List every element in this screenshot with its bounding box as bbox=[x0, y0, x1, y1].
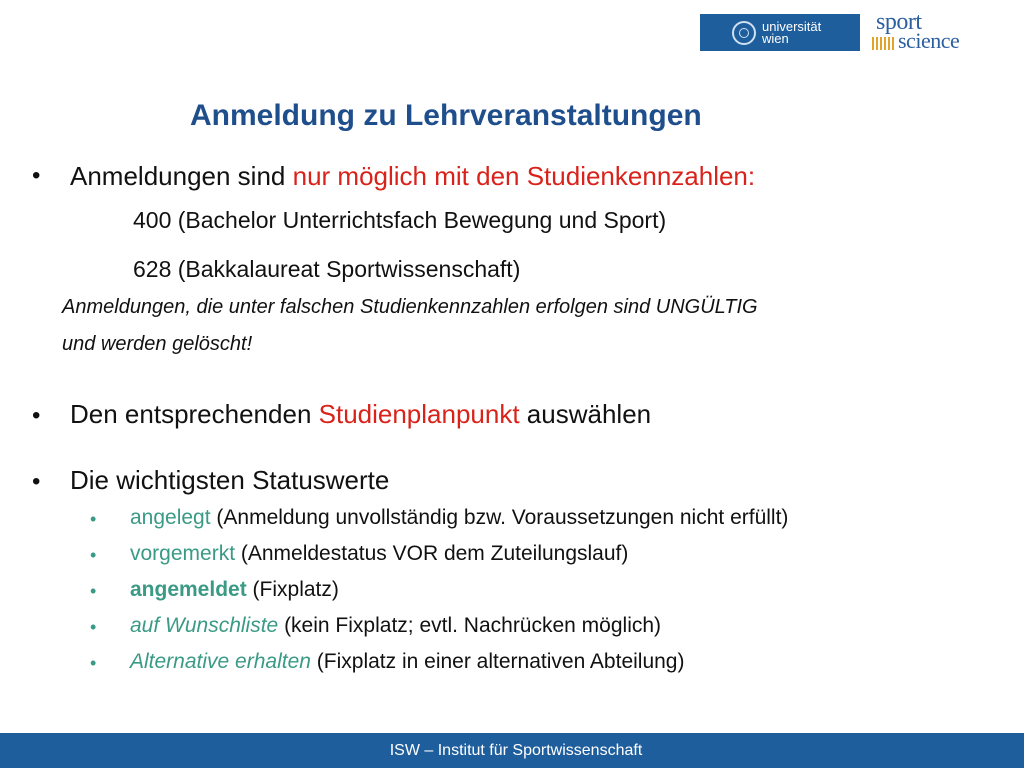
status-description: (Anmeldestatus VOR dem Zuteilungslauf) bbox=[235, 542, 629, 565]
status-description: (Anmeldung unvollständig bzw. Voraussetzungen nicht erfüllt) bbox=[210, 506, 789, 529]
university-logo bbox=[700, 14, 860, 51]
bullet-study-plan-suffix: auswählen bbox=[519, 399, 652, 429]
status-description: (Fixplatz in einer alternativen Abteilung) bbox=[310, 650, 685, 673]
sub-bullet-icon: • bbox=[90, 653, 97, 673]
footer-text: ISW – Institut für Sportwissenschaft bbox=[389, 741, 643, 759]
status-description: (kein Fixplatz; evtl. Nachrücken möglich) bbox=[278, 614, 662, 637]
sub-bullet-icon: • bbox=[90, 509, 97, 529]
study-code-400: 400 (Bachelor Unterrichtsfach Bewegung und Sport) bbox=[133, 207, 667, 233]
bullet-icon: • bbox=[32, 402, 41, 429]
status-term: angelegt bbox=[130, 506, 211, 529]
bullet-icon: • bbox=[32, 162, 41, 189]
bullet-study-plan-prefix: Den entsprechenden bbox=[70, 399, 319, 429]
bullet-icon: • bbox=[32, 468, 41, 495]
orange-bars-icon bbox=[872, 37, 896, 50]
university-logo-line2: wien bbox=[762, 30, 789, 46]
status-item bbox=[130, 542, 628, 566]
status-item bbox=[130, 650, 684, 674]
status-description: (Fixplatz) bbox=[246, 578, 339, 601]
university-logo-line1: universität bbox=[762, 18, 822, 34]
status-term: auf Wunschliste bbox=[130, 614, 279, 637]
bullet-study-plan-highlight: Studienplanpunkt bbox=[318, 399, 520, 429]
sub-bullet-icon: • bbox=[90, 545, 97, 565]
warning-line-2: und werden gelöscht! bbox=[62, 333, 253, 355]
study-code-628: 628 (Bakkalaureat Sportwissenschaft) bbox=[133, 256, 521, 282]
sub-bullet-icon: • bbox=[90, 581, 97, 601]
sport-science-logo bbox=[872, 10, 982, 54]
status-item bbox=[130, 506, 788, 530]
footer-bar bbox=[0, 733, 1024, 768]
university-logo-text bbox=[762, 18, 822, 46]
science-logo-word: science bbox=[898, 28, 960, 53]
bullet-registration-highlight: nur möglich mit den Studienkennzahlen: bbox=[292, 161, 756, 191]
status-term: angemeldet bbox=[130, 578, 247, 601]
status-term: Alternative erhalten bbox=[130, 650, 311, 673]
sub-bullet-icon: • bbox=[90, 617, 97, 637]
sport-logo-word: sport bbox=[876, 9, 922, 35]
status-term: vorgemerkt bbox=[130, 542, 236, 565]
bullet-registration bbox=[70, 161, 755, 192]
university-seal-icon bbox=[732, 21, 756, 45]
bullet-status-values: Die wichtigsten Statuswerte bbox=[70, 465, 390, 495]
bullet-registration-prefix: Anmeldungen sind bbox=[70, 161, 293, 191]
slide-title: Anmeldung zu Lehrveranstaltungen bbox=[190, 99, 702, 132]
status-item bbox=[130, 578, 339, 602]
status-item bbox=[130, 614, 661, 638]
bullet-study-plan bbox=[70, 399, 651, 430]
warning-line-1: Anmeldungen, die unter falschen Studienkennzahlen erfolgen sind UNGÜLTIG bbox=[62, 296, 758, 318]
